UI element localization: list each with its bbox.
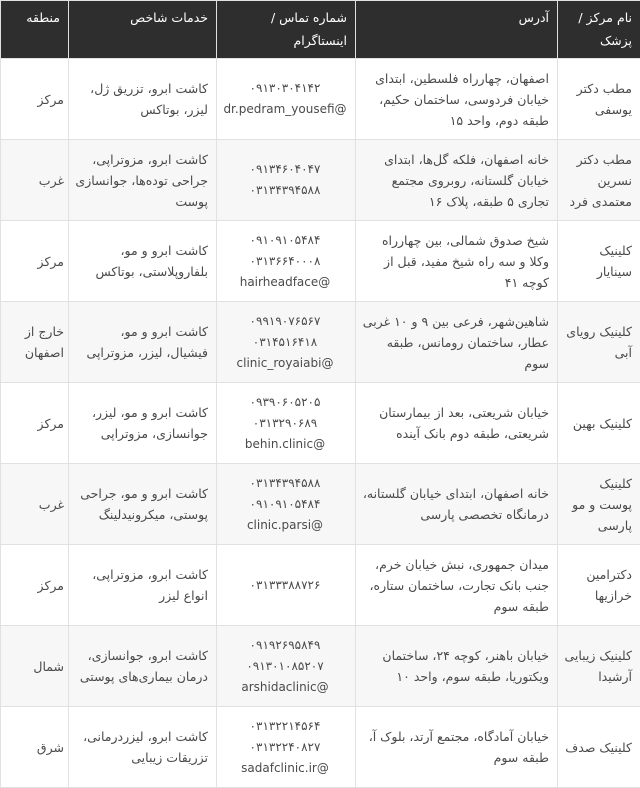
- header-services: خدمات شاخص: [69, 1, 217, 59]
- cell-name: کلینیک سینایار: [558, 221, 640, 302]
- header-address: آدرس: [356, 1, 558, 59]
- cell-name: کلینیک پوست و مو پارسی: [558, 464, 640, 545]
- cell-name: دکترامین خرازیها: [558, 545, 640, 626]
- cell-contact: [217, 302, 356, 383]
- table-row: [1, 626, 640, 707]
- cell-contact: [217, 545, 356, 626]
- cell-address: خانه اصفهان، ابتدای خیابان گلستانه، درمانگاه تخصصی پارسی: [356, 464, 558, 545]
- cell-services: کاشت ابرو، جوانسازی، درمان بیماری‌های پوستی: [69, 626, 217, 707]
- cell-region: خارج از اصفهان: [1, 302, 69, 383]
- cell-services: کاشت ابرو، مزوتراپی، جراحی توده‌ها، جوانسازی پوست: [69, 140, 217, 221]
- phone-number: ۰۹۱۳۰۳۰۴۱۴۲: [223, 78, 347, 99]
- instagram-handle[interactable]: arshidaclinic@: [223, 677, 347, 698]
- phone-number: ۰۳۱۳۲۲۱۴۵۶۴: [223, 716, 347, 737]
- cell-contact: [217, 626, 356, 707]
- phone-number: ۰۳۱۴۵۱۶۴۱۸: [223, 332, 347, 353]
- instagram-handle[interactable]: dr.pedram_yousefi@: [223, 99, 347, 120]
- table-row: [1, 140, 640, 221]
- cell-name: کلینیک صدف: [558, 707, 640, 788]
- phone-number: ۰۹۱۰۹۱۰۵۴۸۴: [223, 230, 347, 251]
- header-region: منطقه: [1, 1, 69, 59]
- cell-services: کاشت ابرو، تزریق ژل، لیزر، بوتاکس: [69, 59, 217, 140]
- phone-number: ۰۹۱۰۹۱۰۵۴۸۴: [223, 494, 347, 515]
- cell-region: مرکز: [1, 545, 69, 626]
- cell-services: کاشت ابرو و مو، جراحی پوستی، میکرونیدلینگ: [69, 464, 217, 545]
- table-body: [1, 59, 640, 788]
- cell-region: شرق: [1, 707, 69, 788]
- phone-number: ۰۳۱۳۴۳۹۴۵۸۸: [223, 180, 347, 201]
- cell-services: کاشت ابرو و مو، فیشیال، لیزر، مزوتراپی: [69, 302, 217, 383]
- phone-number: ۰۹۹۱۹۰۷۶۵۶۷: [223, 311, 347, 332]
- phone-number: ۰۳۱۳۲۹۰۶۸۹: [223, 413, 347, 434]
- cell-address: شاهین‌شهر، فرعی بین ۹ و ۱۰ غربی عطار، ساختمان رومانس، طبقه سوم: [356, 302, 558, 383]
- table-row: [1, 707, 640, 788]
- cell-name: مطب دکتر نسرین معتمدی فرد: [558, 140, 640, 221]
- cell-address: خانه اصفهان، فلکه گل‌ها، ابتدای خیابان گلستانه، روبروی مجتمع تجاری ۵ طبقه، پلاک ۱۶: [356, 140, 558, 221]
- cell-contact: [217, 221, 356, 302]
- header-contact: شماره تماس / اینستاگرام: [217, 1, 356, 59]
- table-row: [1, 302, 640, 383]
- instagram-handle[interactable]: behin.clinic@: [223, 434, 347, 455]
- cell-contact: [217, 140, 356, 221]
- table-header: [1, 1, 640, 59]
- phone-number: ۰۳۱۳۳۳۸۸۷۲۶: [223, 575, 347, 596]
- cell-address: خیابان شریعتی، بعد از بیمارستان شریعتی، طبقه دوم بانک آینده: [356, 383, 558, 464]
- cell-region: غرب: [1, 140, 69, 221]
- cell-contact: [217, 464, 356, 545]
- phone-number: ۰۹۳۹۰۶۰۵۲۰۵: [223, 392, 347, 413]
- cell-services: کاشت ابرو، لیزردرمانی، تزریقات زیبایی: [69, 707, 217, 788]
- instagram-handle[interactable]: clinic_royaiabi@: [223, 353, 347, 374]
- phone-number: ۰۳۱۳۴۳۹۴۵۸۸: [223, 473, 347, 494]
- cell-region: مرکز: [1, 59, 69, 140]
- table-row: [1, 545, 640, 626]
- instagram-handle[interactable]: clinic.parsi@: [223, 515, 347, 536]
- cell-contact: [217, 707, 356, 788]
- phone-number: ۰۹۱۳۴۶۰۴۰۴۷: [223, 159, 347, 180]
- cell-region: شمال: [1, 626, 69, 707]
- cell-name: کلینیک زیبایی آرشیدا: [558, 626, 640, 707]
- cell-name: مطب دکتر یوسفی: [558, 59, 640, 140]
- phone-number: ۰۳۱۳۶۶۴۰۰۰۸: [223, 251, 347, 272]
- table-row: [1, 464, 640, 545]
- table-row: [1, 221, 640, 302]
- phone-number: ۰۹۱۳۰۱۰۸۵۲۰۷: [223, 656, 347, 677]
- cell-address: شیخ صدوق شمالی، بین چهارراه وکلا و سه راه شیخ مفید، قبل از کوچه ۴۱: [356, 221, 558, 302]
- instagram-handle[interactable]: sadafclinic.ir@: [223, 758, 347, 779]
- cell-name: کلینیک رویای آبی: [558, 302, 640, 383]
- cell-services: کاشت ابرو، مزوتراپی، انواع لیزر: [69, 545, 217, 626]
- cell-contact: [217, 383, 356, 464]
- cell-region: غرب: [1, 464, 69, 545]
- instagram-handle[interactable]: hairheadface@: [223, 272, 347, 293]
- header-name: نام مرکز / پزشک: [558, 1, 640, 59]
- cell-services: کاشت ابرو و مو، لیزر، جوانسازی، مزوتراپی: [69, 383, 217, 464]
- table-row: [1, 59, 640, 140]
- cell-address: میدان جمهوری، نبش خیابان خرم، جنب بانک تجارت، ساختمان ستاره، طبقه سوم: [356, 545, 558, 626]
- cell-region: مرکز: [1, 221, 69, 302]
- table-row: [1, 383, 640, 464]
- cell-address: اصفهان، چهارراه فلسطین، ابتدای خیابان فردوسی، ساختمان حکیم، طبقه دوم، واحد ۱۵: [356, 59, 558, 140]
- phone-number: ۰۹۱۹۲۶۹۵۸۴۹: [223, 635, 347, 656]
- cell-region: مرکز: [1, 383, 69, 464]
- cell-address: خیابان آمادگاه، مجتمع آرتد، بلوک آ، طبقه سوم: [356, 707, 558, 788]
- cell-name: کلینیک بهین: [558, 383, 640, 464]
- phone-number: ۰۳۱۳۲۲۴۰۸۲۷: [223, 737, 347, 758]
- cell-address: خیابان باهنر، کوچه ۲۴، ساختمان ویکتوریا، طبقه سوم، واحد ۱۰: [356, 626, 558, 707]
- cell-contact: [217, 59, 356, 140]
- cell-services: کاشت ابرو و مو، بلفاروپلاستی، بوتاکس: [69, 221, 217, 302]
